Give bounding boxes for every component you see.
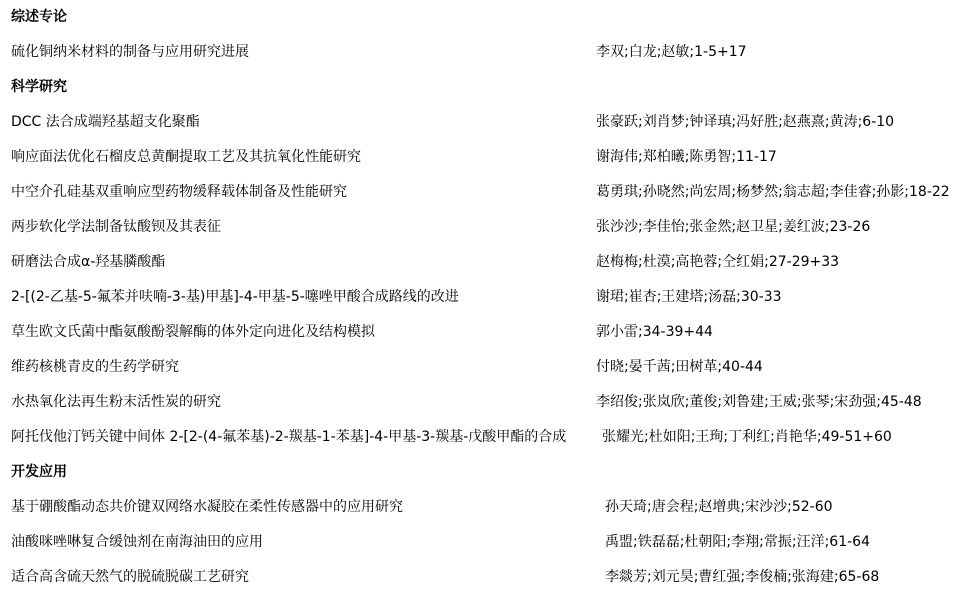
toc-entry[interactable] [0,495,978,519]
article-authors-pages: 李燚芳;刘元昊;曹红强;李俊楠;张海建;65-68 [605,569,880,585]
article-title[interactable]: 中空介孔硅基双重响应型药物缓释载体制备及性能研究 [11,184,347,200]
toc-entry[interactable] [0,180,978,204]
article-authors-pages: 禹盟;铁磊磊;杜朝阳;李翔;常振;汪洋;61-64 [605,534,870,550]
article-authors-pages: 郭小雷;34-39+44 [596,324,713,340]
toc-entry[interactable] [0,530,978,554]
toc-entry[interactable] [0,320,978,344]
article-title[interactable]: 适合高含硫天然气的脱硫脱碳工艺研究 [11,569,249,585]
toc-entry[interactable] [0,110,978,134]
section-heading [0,460,978,484]
article-title[interactable]: 阿托伐他汀钙关键中间体 2-[2-(4-氟苯基)-2-羰基-1-苯基]-4-甲基-3-羰基-戊酸甲酯的合成 [11,429,567,445]
toc-entry[interactable] [0,425,978,449]
toc-entry[interactable] [0,355,978,379]
article-title[interactable]: 两步软化学法制备钛酸钡及其表征 [11,219,221,235]
article-title[interactable]: 硫化铜纳米材料的制备与应用研究进展 [11,44,249,60]
toc-entry[interactable] [0,285,978,309]
toc-entry[interactable] [0,565,978,589]
article-title[interactable]: 水热氧化法再生粉末活性炭的研究 [11,394,221,410]
article-authors-pages: 葛勇琪;孙晓然;尚宏周;杨梦然;翁志超;李佳睿;孙影;18-22 [596,184,950,200]
article-authors-pages: 谢珺;崔杏;王建塔;汤磊;30-33 [596,289,782,305]
article-authors-pages: 张耀光;杜如阳;王珣;丁利红;肖艳华;49-51+60 [602,429,892,445]
toc-entry[interactable] [0,145,978,169]
toc-entry[interactable] [0,40,978,64]
section-title: 开发应用 [11,464,67,480]
section-heading [0,5,978,29]
section-heading [0,75,978,99]
article-authors-pages: 谢海伟;郑柏曦;陈勇智;11-17 [596,149,777,165]
article-title[interactable]: 2-[(2-乙基-5-氟苯并呋喃-3-基)甲基]-4-甲基-5-噻唑甲酸合成路线的改进 [11,289,459,305]
article-authors-pages: 孙天琦;唐会程;赵增典;宋沙沙;52-60 [605,499,833,515]
article-title[interactable]: 草生欧文氏菌中酯氨酸酚裂解酶的体外定向进化及结构模拟 [11,324,375,340]
article-authors-pages: 付晓;晏千茜;田树革;40-44 [596,359,763,375]
article-authors-pages: 张沙沙;李佳怡;张金然;赵卫星;姜红波;23-26 [596,219,871,235]
article-authors-pages: 李双;白龙;赵敏;1-5+17 [596,44,747,60]
article-authors-pages: 张豪跃;刘肖梦;钟译瑱;冯好胜;赵燕熹;黄涛;6-10 [596,114,895,130]
section-title: 科学研究 [11,79,67,95]
article-title[interactable]: 维药核桃青皮的生药学研究 [11,359,179,375]
toc-entry[interactable] [0,215,978,239]
article-title[interactable]: 油酸咪唑啉复合缓蚀剂在南海油田的应用 [11,534,263,550]
toc-entry[interactable] [0,250,978,274]
article-title[interactable]: 响应面法优化石榴皮总黄酮提取工艺及其抗氧化性能研究 [11,149,361,165]
article-authors-pages: 赵梅梅;杜漠;高艳蓉;仝红娟;27-29+33 [596,254,840,270]
article-title[interactable]: 基于硼酸酯动态共价键双网络水凝胶在柔性传感器中的应用研究 [11,499,403,515]
section-title: 综述专论 [11,9,67,25]
toc-entry[interactable] [0,390,978,414]
article-title[interactable]: DCC 法合成端羟基超支化聚酯 [11,114,200,130]
article-title[interactable]: 研磨法合成α-羟基膦酸酯 [11,254,166,270]
article-authors-pages: 李绍俊;张岚欣;董俊;刘鲁建;王威;张琴;宋劲强;45-48 [596,394,922,410]
